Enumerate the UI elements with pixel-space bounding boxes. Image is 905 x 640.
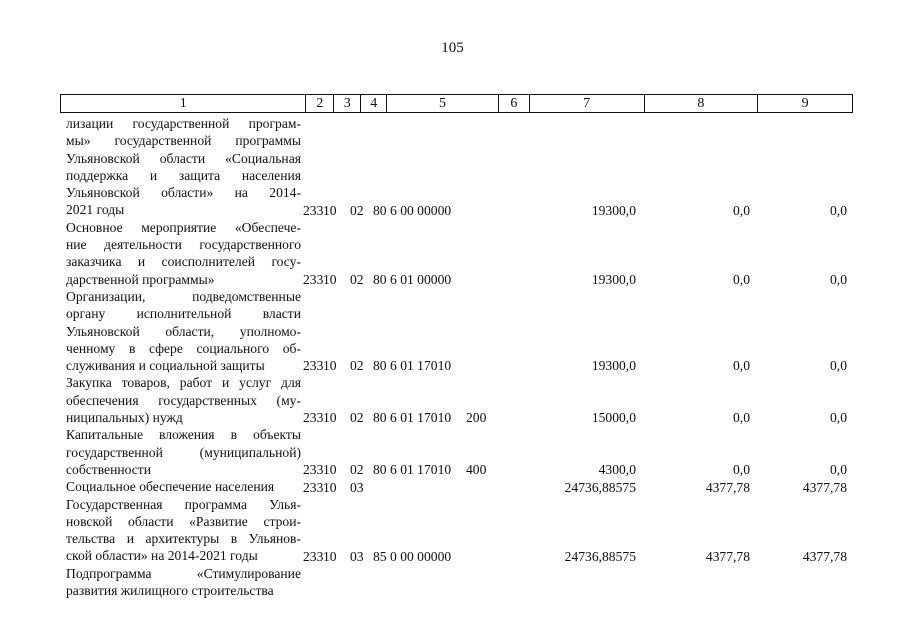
row-values [301, 202, 856, 219]
description-line: заказчика и соисполнителей госу- [66, 254, 301, 270]
subsection-code: 02 [350, 271, 364, 287]
description-line: Организации, подведомственные [66, 288, 301, 304]
description-line: Ульяновской области «Социальная [66, 150, 301, 166]
description-line: ниципальных) нужд [66, 410, 183, 426]
description-line: Социальное обеспечение населения [66, 479, 275, 495]
amount-col-9: 0,0 [830, 410, 847, 426]
description-line: Основное мероприятие «Обеспече- [66, 219, 301, 235]
row-description [66, 288, 301, 374]
section-code: 10 [323, 202, 337, 218]
description-line: Подпрограмма «Стимулирование [66, 565, 301, 581]
header-col-5: 5 [387, 95, 499, 112]
page-number: 105 [441, 40, 464, 56]
description-line: ской области» на 2014-2021 годы [66, 548, 258, 564]
grbs-code: 233 [303, 358, 324, 374]
amount-col-8: 0,0 [733, 358, 750, 374]
row-description [66, 115, 301, 219]
grbs-code: 233 [303, 410, 324, 426]
row-description [66, 374, 301, 426]
subsection-code: 02 [350, 202, 364, 218]
header-col-8: 8 [645, 95, 759, 112]
description-line: Государственная программа Улья- [66, 496, 301, 512]
table-row [66, 374, 856, 426]
grbs-code: 233 [303, 202, 324, 218]
grbs-code: 233 [303, 271, 324, 287]
amount-col-8: 0,0 [733, 410, 750, 426]
row-values [301, 357, 856, 374]
table-row [66, 115, 856, 219]
description-line: развития жилищного строительства [66, 583, 274, 599]
amount-col-7: 24736,88575 [564, 479, 636, 495]
row-description [66, 219, 301, 288]
table-row [66, 496, 856, 565]
description-line: Капитальные вложения в объекты [66, 427, 301, 443]
row-values [301, 582, 856, 599]
amount-col-7: 24736,88575 [564, 548, 636, 564]
amount-col-7: 4300,0 [598, 462, 636, 478]
amount-col-8: 0,0 [733, 462, 750, 478]
table-row [66, 426, 856, 478]
row-values [301, 409, 856, 426]
description-line: 2021 годы [66, 202, 125, 218]
header-col-6: 6 [499, 95, 530, 112]
section-code: 10 [323, 479, 337, 495]
target-article: 80 6 01 17010 [373, 358, 452, 374]
row-description [66, 478, 301, 495]
description-line: Закупка товаров, работ и услуг для [66, 375, 301, 391]
amount-col-9: 0,0 [830, 358, 847, 374]
subsection-code: 03 [350, 479, 364, 495]
subsection-code: 02 [350, 358, 364, 374]
description-line: служивания и социальной защиты [66, 358, 265, 374]
amount-col-8: 0,0 [733, 271, 750, 287]
amount-col-8: 4377,78 [705, 479, 750, 495]
row-description [66, 426, 301, 478]
description-line: ченному в сфере социального об- [66, 340, 301, 356]
target-article: 85 0 00 00000 [373, 548, 452, 564]
section-code: 10 [323, 548, 337, 564]
subsection-code: 03 [350, 548, 364, 564]
description-line: Ульяновской области, уполномо- [66, 323, 301, 339]
description-line: мы» государственной программы [66, 133, 301, 149]
amount-col-7: 19300,0 [591, 202, 636, 218]
row-description [66, 565, 301, 600]
subsection-code: 02 [350, 462, 364, 478]
description-line: тельства и архитектуры в Ульянов- [66, 531, 301, 547]
header-col-9: 9 [801, 96, 809, 111]
target-article: 80 6 01 00000 [373, 271, 452, 287]
amount-col-7: 19300,0 [591, 358, 636, 374]
description-line: обеспечения государственных (му- [66, 392, 301, 408]
header-col-2: 2 [306, 95, 334, 112]
row-values [301, 271, 856, 288]
table-row [66, 219, 856, 288]
target-article: 80 6 00 00000 [373, 202, 452, 218]
section-code: 10 [323, 271, 337, 287]
section-code: 10 [323, 462, 337, 478]
amount-col-9: 4377,78 [802, 479, 847, 495]
table-row [66, 288, 856, 374]
amount-col-9: 0,0 [830, 462, 847, 478]
table-row [66, 565, 856, 600]
header-col-3: 3 [334, 95, 361, 112]
amount-col-7: 19300,0 [591, 271, 636, 287]
description-line: лизации государственной програм- [66, 116, 301, 131]
row-description [66, 496, 301, 565]
amount-col-7: 15000,0 [591, 410, 636, 426]
header-col-7: 7 [530, 95, 645, 112]
section-code: 10 [323, 410, 337, 426]
description-line: органу исполнительной власти [66, 306, 301, 322]
table-row [66, 478, 856, 495]
row-values [301, 461, 856, 478]
amount-col-9: 0,0 [830, 271, 847, 287]
expense-type: 200 [466, 410, 487, 426]
row-values [301, 479, 856, 496]
grbs-code: 233 [303, 479, 324, 495]
subsection-code: 02 [350, 410, 364, 426]
amount-col-9: 4377,78 [802, 548, 847, 564]
description-line: дарственной программы» [66, 271, 215, 287]
description-line: государственной (муниципальной) [66, 444, 301, 460]
table-header [60, 94, 853, 113]
grbs-code: 233 [303, 462, 324, 478]
expense-type: 400 [466, 462, 487, 478]
row-values [301, 548, 856, 565]
header-col-1: 1 [61, 95, 306, 112]
description-line: Ульяновской области» на 2014- [66, 185, 301, 201]
amount-col-9: 0,0 [830, 202, 847, 218]
description-line: ние деятельности государственного [66, 237, 301, 253]
amount-col-8: 4377,78 [705, 548, 750, 564]
header-col-4: 4 [361, 95, 387, 112]
section-code: 10 [323, 358, 337, 374]
description-line: новской области «Развитие строи- [66, 513, 301, 529]
description-line: поддержка и защита населения [66, 167, 301, 183]
description-line: собственности [66, 461, 152, 477]
amount-col-8: 0,0 [733, 202, 750, 218]
target-article: 80 6 01 17010 [373, 462, 452, 478]
grbs-code: 233 [303, 548, 324, 564]
target-article: 80 6 01 17010 [373, 410, 452, 426]
table-body [66, 115, 856, 599]
